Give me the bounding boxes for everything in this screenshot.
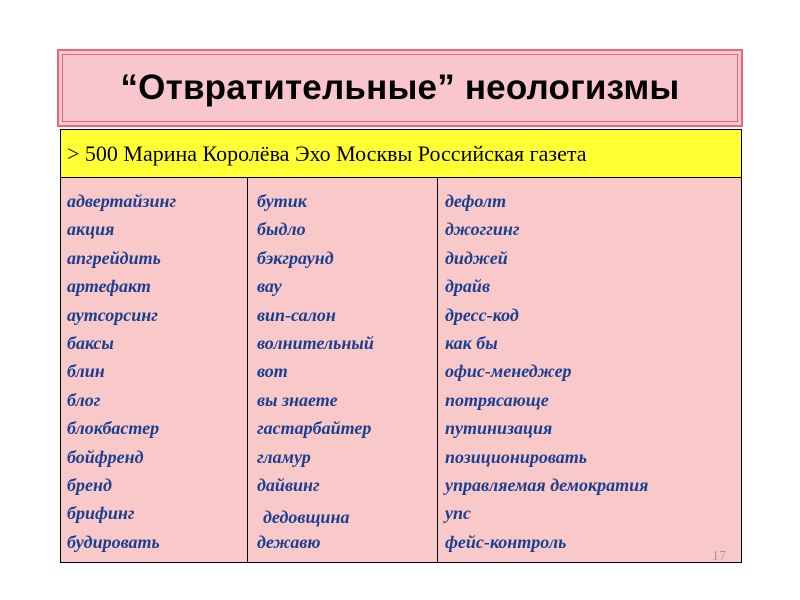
word-item: баксы [67,333,114,354]
word-item: бойфренд [67,446,144,467]
word-item: офис-менеджер [445,361,572,382]
word-item: фейс-контроль [445,531,567,552]
word-item: бутик [257,191,307,211]
word-item: дедовщина [263,507,350,528]
word-item: адвертайзинг [67,191,177,211]
word-item: блин [67,361,105,382]
word-column-2 [248,178,438,562]
slide-title-box [57,49,743,127]
word-item: дежавю [257,531,321,552]
word-item: блог [67,389,101,410]
word-item: потрясающе [445,389,549,410]
word-item: волнительный [257,333,374,354]
word-item: бэкграунд [257,247,334,268]
table-header-row [61,130,741,178]
table-header-text: > 500 Марина Королёва Эхо Москвы Российская газета [67,140,587,166]
word-item: аутсорсинг [67,304,158,325]
word-item: путинизация [445,418,553,439]
word-item: управляемая демократия [445,475,649,496]
word-item: упс [445,503,471,524]
word-item: гастарбайтер [257,418,372,439]
slide-title: “Отвратительные” неологизмы [120,68,680,107]
word-columns [61,178,741,562]
word-item: быдло [257,219,306,240]
word-item: дайвинг [257,475,320,496]
page-number: 17 [712,549,726,564]
word-item: блокбастер [67,418,160,439]
word-item: вип-салон [257,304,336,325]
word-item: будировать [67,531,160,552]
word-item: позиционировать [445,446,587,467]
word-item: вау [257,276,282,297]
word-item: как бы [445,333,498,354]
word-item: диджей [445,247,508,268]
word-item: дресс-код [445,304,519,325]
word-item: драйв [445,276,490,297]
word-item: вы знаете [257,389,338,410]
neologisms-table [60,129,742,563]
word-item: джоггинг [445,219,520,240]
word-item: апгрейдить [67,247,161,268]
word-item: акция [67,219,115,240]
word-column-3 [438,178,741,562]
word-item: вот [257,361,288,382]
word-item: бренд [67,475,112,496]
word-item: артефакт [67,276,151,297]
word-item: дефолт [445,191,507,211]
word-item: гламур [257,446,311,467]
word-column-1 [61,178,248,562]
word-item: брифинг [67,503,135,524]
